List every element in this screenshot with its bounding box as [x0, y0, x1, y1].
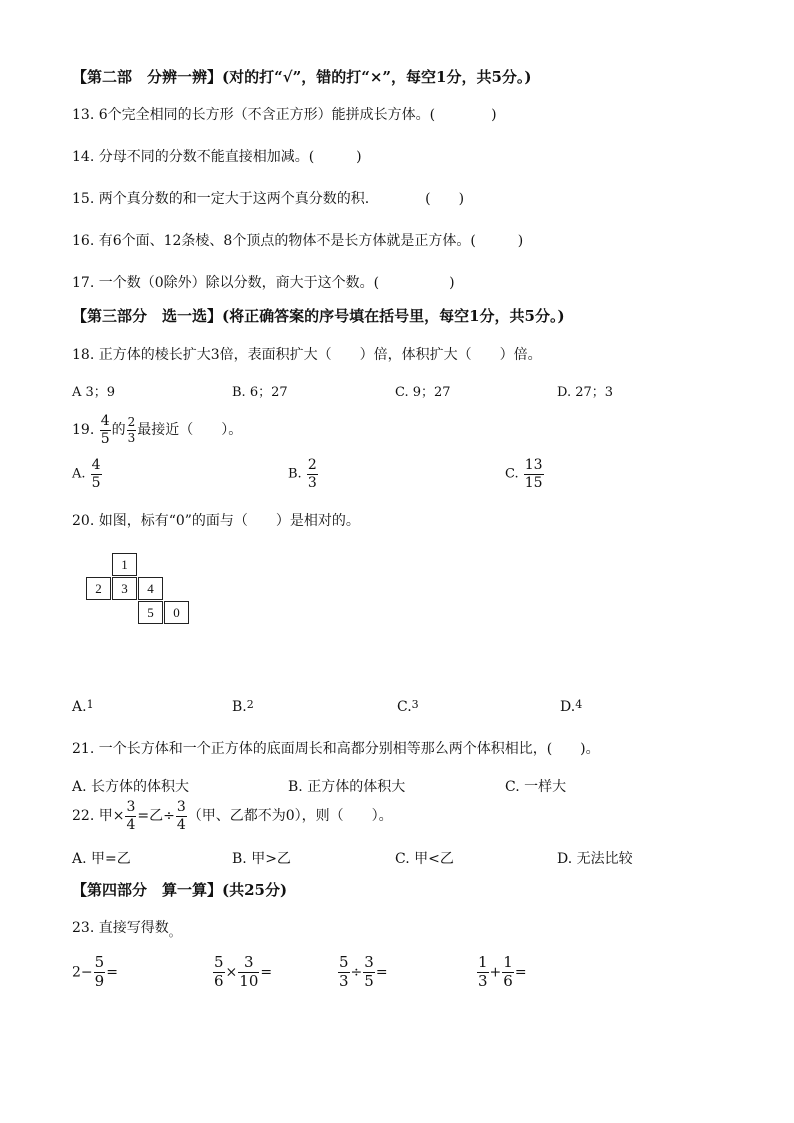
fraction	[338, 955, 350, 990]
numerator: 4	[91, 457, 101, 473]
equals: =	[106, 964, 118, 981]
fraction	[238, 955, 259, 990]
denominator: 3	[127, 430, 136, 445]
calc-item-1	[72, 955, 118, 990]
q23-dot: 。	[168, 925, 181, 939]
operator: ÷	[350, 964, 363, 981]
q22-option-d: D. 无法比较	[557, 851, 633, 867]
q18-option-c: C. 9；27	[395, 385, 451, 400]
part4-header: 【第四部分 算一算】(共25分)	[72, 881, 288, 899]
q18-option-d: D. 27；3	[557, 385, 614, 400]
denominator: 15	[524, 474, 543, 491]
calc-item-3	[337, 955, 388, 990]
q21-option-b: B. 正方体的体积大	[288, 779, 406, 795]
denominator: 4	[126, 816, 136, 833]
option-value: 3	[411, 698, 419, 711]
option-label: C.	[505, 466, 519, 482]
part2-header: 【第二部 分辨一辨】(对的打“√”，错的打“×”，每空1分，共5分。)	[72, 68, 532, 86]
numerator: 1	[478, 953, 488, 971]
q19-fraction-2	[127, 416, 137, 444]
denominator: 3	[307, 474, 317, 491]
q19-fraction-1	[100, 414, 111, 446]
q19-option-c	[505, 458, 545, 490]
question-15: 15. 两个真分数的和一定大于这两个真分数的积. ( )	[72, 191, 465, 207]
q22-suffix: （甲、乙都不为0），则（ ）。	[187, 808, 393, 825]
q22-option-a: A. 甲=乙	[72, 851, 131, 867]
numerator: 2	[127, 415, 136, 430]
denominator: 9	[94, 971, 105, 990]
q19-suffix: 最接近（ ）。	[137, 422, 243, 439]
q20-option-b	[232, 698, 254, 715]
part3-header: 【第三部分 选一选】(将正确答案的序号填在括号里，每空1分，共5分。)	[72, 307, 565, 325]
denominator: 10	[239, 971, 259, 990]
net-face-3: 3	[112, 577, 137, 600]
calc-item-4	[476, 955, 527, 990]
q22-prefix: 22. 甲×	[72, 808, 125, 825]
denominator: 6	[214, 971, 224, 990]
question-22	[72, 800, 393, 832]
net-face-4: 4	[138, 577, 163, 600]
equals: =	[375, 964, 388, 981]
option-label: A.	[72, 699, 87, 715]
fraction	[213, 955, 225, 990]
denominator: 5	[364, 971, 374, 990]
option-label: A.	[72, 466, 86, 482]
q21-option-a: A. 长方体的体积大	[72, 779, 190, 795]
fraction	[363, 955, 375, 990]
operand: 2	[72, 964, 81, 981]
numerator: 5	[214, 953, 224, 971]
q20-option-d	[560, 698, 582, 715]
q22-option-b: B. 甲>乙	[232, 851, 291, 867]
denominator: 6	[503, 971, 513, 990]
q20-option-a	[72, 698, 94, 715]
q19-option-a	[72, 458, 103, 490]
question-23	[72, 917, 181, 940]
q19-prefix: 19.	[72, 422, 95, 439]
option-label: B.	[288, 466, 302, 482]
question-19	[72, 414, 242, 446]
option-label: D.	[560, 699, 576, 715]
q22-option-c: C. 甲<乙	[395, 851, 454, 867]
numerator: 3	[238, 955, 259, 973]
net-face-2: 2	[86, 577, 111, 600]
numerator: 3	[126, 799, 136, 815]
option-label: C.	[397, 699, 412, 715]
question-21: 21. 一个长方体和一个正方体的底面周长和高都分别相等那么两个体积相比，( )。	[72, 741, 600, 757]
q23-text: 23. 直接写得数	[72, 920, 169, 936]
numerator: 3	[176, 799, 186, 815]
option-value: 4	[575, 698, 583, 711]
option-fraction	[307, 458, 318, 490]
numerator: 3	[364, 953, 374, 971]
option-value: 1	[86, 698, 94, 711]
fraction	[477, 955, 489, 990]
q22-mid: =乙÷	[137, 808, 175, 825]
equals: =	[514, 964, 527, 981]
numerator: 1	[503, 953, 513, 971]
question-20: 20. 如图，标有“0”的面与（ ）是相对的。	[72, 513, 360, 529]
option-fraction	[524, 458, 544, 490]
question-14: 14. 分母不同的分数不能直接相加减。( )	[72, 149, 362, 165]
question-16: 16. 有6个面、12条棱、8个顶点的物体不是长方体就是正方体。( )	[72, 233, 524, 249]
question-13: 13. 6个完全相同的长方形（不含正方形）能拼成长方体。( )	[72, 107, 497, 123]
calc-item-2	[212, 955, 272, 990]
option-value: 2	[246, 698, 254, 711]
denominator: 5	[100, 430, 110, 447]
question-17: 17. 一个数（0除外）除以分数，商大于这个数。( )	[72, 275, 455, 291]
q22-fraction-1	[125, 800, 136, 832]
net-face-1: 1	[112, 553, 137, 576]
q22-fraction-2	[176, 800, 187, 832]
q18-option-a: A 3；9	[72, 385, 116, 400]
denominator: 4	[176, 816, 186, 833]
fraction	[94, 955, 106, 990]
operator: ×	[225, 964, 238, 981]
numerator: 13	[524, 457, 543, 473]
numerator: 2	[307, 457, 317, 473]
net-face-0: 0	[164, 601, 189, 624]
option-fraction	[91, 458, 102, 490]
question-18: 18. 正方体的棱长扩大3倍，表面积扩大（ ）倍，体积扩大（ ）倍。	[72, 347, 542, 363]
option-label: B.	[232, 699, 247, 715]
q21-option-c: C. 一样大	[505, 779, 567, 795]
equals: =	[260, 964, 273, 981]
fraction	[502, 955, 514, 990]
denominator: 3	[478, 971, 488, 990]
q19-option-b	[288, 458, 319, 490]
numerator: 5	[94, 953, 105, 971]
q18-option-b: B. 6；27	[232, 385, 288, 400]
net-face-5: 5	[138, 601, 163, 624]
numerator: 5	[339, 953, 349, 971]
operator: +	[489, 964, 502, 981]
denominator: 5	[91, 474, 101, 491]
q19-mid: 的	[111, 422, 126, 439]
denominator: 3	[339, 971, 349, 990]
q20-option-c	[397, 698, 419, 715]
numerator: 4	[100, 413, 110, 429]
operator: −	[80, 964, 93, 981]
